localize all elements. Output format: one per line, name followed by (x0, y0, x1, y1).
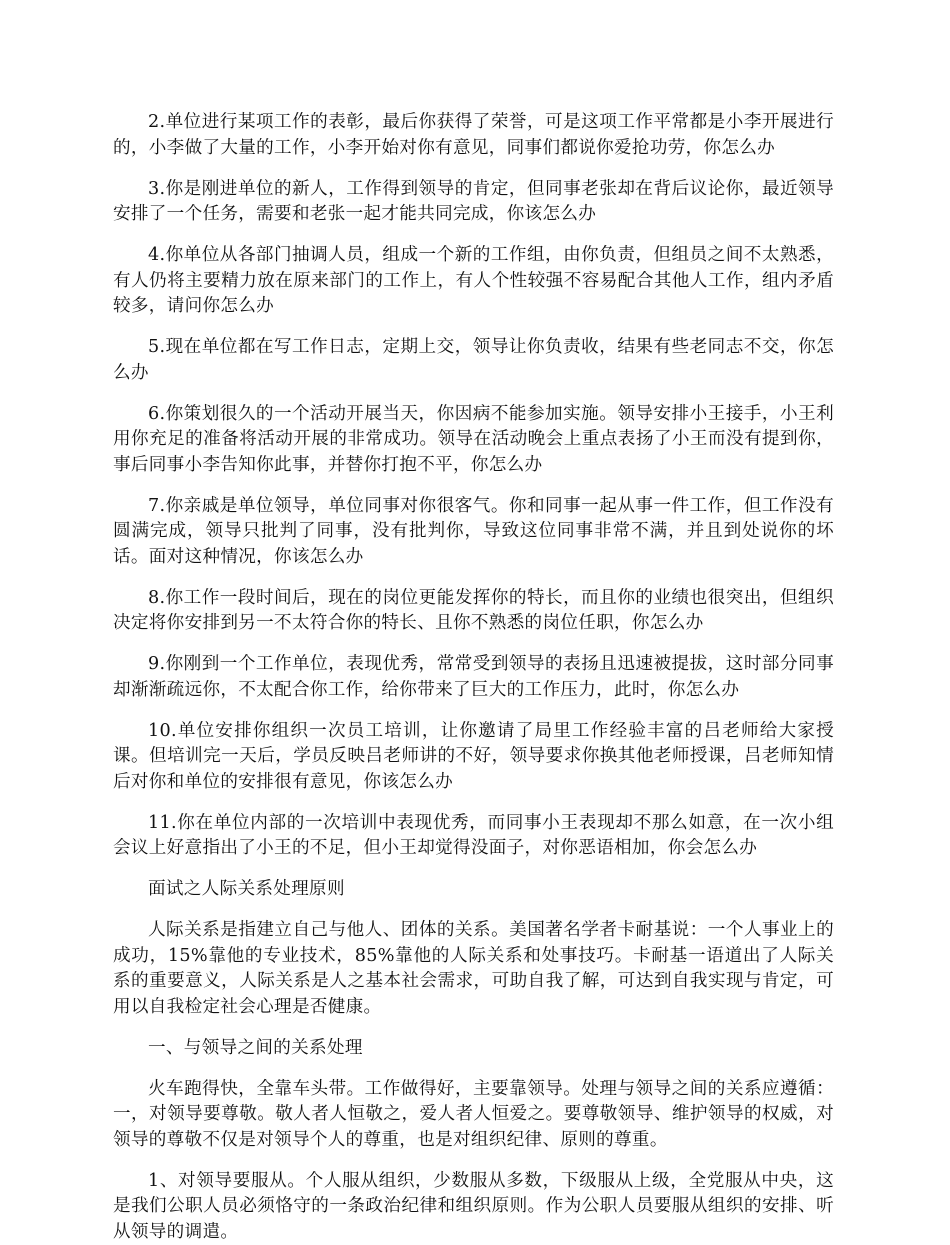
paragraph-question-4: 4.你单位从各部门抽调人员，组成一个新的工作组，由你负责，但组员之间不太熟悉，有人仍将主要精力放在原来部门的工作上，有人个性较强不容易配合其他人工作，组内矛盾较多，请问你怎么办 (113, 243, 834, 320)
paragraph-question-11: 11.你在单位内部的一次培训中表现优秀，而同事小王表现却不那么如意，在一次小组会议上好意指出了小王的不足，但小王却觉得没面子，对你恶语相加，你会怎么办 (113, 811, 834, 862)
paragraph-question-3: 3.你是刚进单位的新人，工作得到领导的肯定，但同事老张却在背后议论你，最近领导安排了一个任务，需要和老张一起才能共同完成，你该怎么办 (113, 177, 834, 228)
paragraph-question-2: 2.单位进行某项工作的表彰，最后你获得了荣誉，可是这项工作平常都是小李开展进行的，小李做了大量的工作，小李开始对你有意见，同事们都说你爱抢功劳，你怎么办 (113, 110, 834, 161)
paragraph-question-9: 9.你刚到一个工作单位，表现优秀，常常受到领导的表扬且迅速被提拔，这时部分同事却渐渐疏远你，不太配合你工作，给你带来了巨大的工作压力，此时，你怎么办 (113, 652, 834, 703)
section-heading-principles: 面试之人际关系处理原则 (113, 877, 834, 903)
paragraph-question-7: 7.你亲戚是单位领导，单位同事对你很客气。你和同事一起从事一件工作，但工作没有圆满完成，领导只批判了同事，没有批判你，导致这位同事非常不满，并且到处说你的坏话。面对这种情况，你该怎么办 (113, 494, 834, 571)
paragraph-intro: 人际关系是指建立自己与他人、团体的关系。美国著名学者卡耐基说：一个人事业上的成功，15%靠他的专业技术，85%靠他的人际关系和处事技巧。卡耐基一语道出了人际关系的重要意义，人际关系是人之基本社会需求，可助自我了解，可达到自我实现与肯定，可用以自我检定社会心理是否健康。 (113, 918, 834, 1020)
paragraph-respect-leaders: 火车跑得快，全靠车头带。工作做得好，主要靠领导。处理与领导之间的关系应遵循：一，对领导要尊敬。敬人者人恒敬之，爱人者人恒爱之。要尊敬领导、维护领导的权威，对领导的尊敬不仅是对领导个人的尊重，也是对组织纪律、原则的尊重。 (113, 1077, 834, 1154)
paragraph-question-10: 10.单位安排你组织一次员工培训，让你邀请了局里工作经验丰富的吕老师给大家授课。但培训完一天后，学员反映吕老师讲的不好，领导要求你换其他老师授课，吕老师知情后对你和单位的安排很有意见，你该怎么办 (113, 719, 834, 796)
paragraph-question-6: 6.你策划很久的一个活动开展当天，你因病不能参加实施。领导安排小王接手，小王利用你充足的准备将活动开展的非常成功。领导在活动晚会上重点表扬了小王而没有提到你，事后同事小李告知你此事，并替你打抱不平，你怎么办 (113, 402, 834, 479)
paragraph-question-5: 5.现在单位都在写工作日志，定期上交，领导让你负责收，结果有些老同志不交，你怎么办 (113, 335, 834, 386)
paragraph-obey-leaders: 1、对领导要服从。个人服从组织，少数服从多数，下级服从上级，全党服从中央，这是我们公职人员必须恪守的一条政治纪律和组织原则。作为公职人员要服从组织的安排、听从领导的调遣。 (113, 1169, 834, 1245)
paragraph-question-8: 8.你工作一段时间后，现在的岗位更能发挥你的特长，而且你的业绩也很突出，但组织决定将你安排到另一不太符合你的特长、且你不熟悉的岗位任职，你怎么办 (113, 586, 834, 637)
section-heading-leader-relations: 一、与领导之间的关系处理 (113, 1036, 834, 1062)
